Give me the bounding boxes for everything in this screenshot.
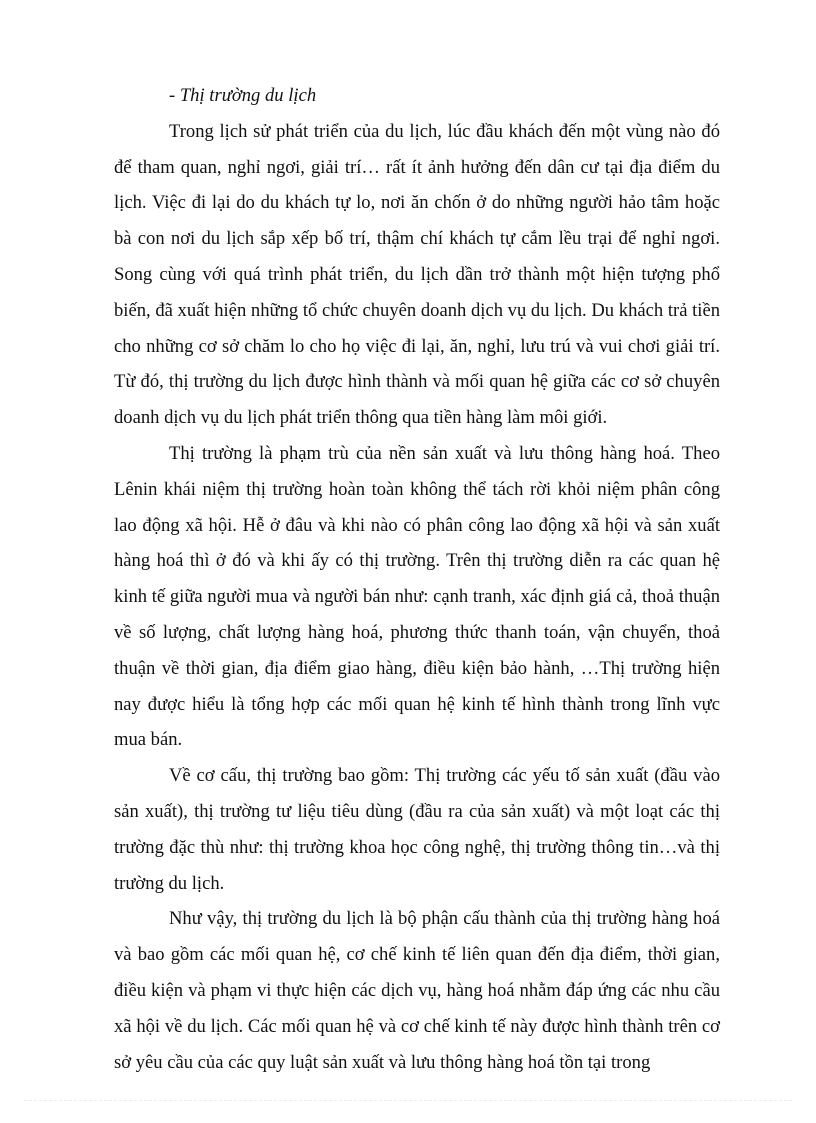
page-bottom-divider — [24, 1100, 792, 1101]
paragraph-market-history: Trong lịch sử phát triển của du lịch, lúc đầu khách đến một vùng nào đó để tham quan, nghỉ ngơi, giải trí… rất ít ảnh hưởng đến dân cư tại địa điểm du lịch. Việc đi lại do du khách tự lo, nơi ăn chốn ở do những người hảo tâm hoặc bà con nơi du lịch sắp xếp bố trí, thậm chí khách tự cắm lều trại để nghỉ ngơi. Song cùng với quá trình phát triển, du lịch dần trở thành một hiện tượng phổ biến, đã xuất hiện những tổ chức chuyên doanh dịch vụ du lịch. Du khách trả tiền cho những cơ sở chăm lo cho họ việc đi lại, ăn, nghỉ, lưu trú và vui chơi giải trí. Từ đó, thị trường du lịch được hình thành và mối quan hệ giữa các cơ sở chuyên doanh dịch vụ du lịch phát triển thông qua tiền hàng làm môi giới. — [114, 120, 720, 429]
paragraph-tourism-market: Như vậy, thị trường du lịch là bộ phận cấu thành của thị trường hàng hoá và bao gồm các mối quan hệ, cơ chế kinh tế liên quan đến địa điểm, thời gian, điều kiện và phạm vi thực hiện các dịch vụ, hàng hoá nhằm đáp ứng các nhu cầu xã hội về du lịch. Các mối quan hệ và cơ chế kinh tế này được hình thành trên cơ sở yêu cầu của các quy luật sản xuất và lưu thông hàng hoá tồn tại trong — [114, 908, 720, 1073]
paragraph-market-definition: Thị trường là phạm trù của nền sản xuất và lưu thông hàng hoá. Theo Lênin khái niệm thị trường hoàn toàn không thể tách rời khỏi niệm phân công lao động xã hội. Hễ ở đâu và khi nào có phân công lao động xã hội và sản xuất hàng hoá thì ở đó và khi ấy có thị trường. Trên thị trường diễn ra các quan hệ kinh tế giữa người mua và người bán như: cạnh tranh, xác định giá cả, thoả thuận về số lượng, chất lượng hàng hoá, phương thức thanh toán, vận chuyển, thoả thuận về thời gian, địa điểm giao hàng, điều kiện bảo hành, …Thị trường hiện nay được hiểu là tổng hợp các mối quan hệ kinh tế hình thành trong lĩnh vực mua bán. — [114, 442, 720, 751]
section-heading: - Thị trường du lịch — [169, 85, 317, 106]
document-body — [114, 78, 720, 1080]
paragraph-market-structure: Về cơ cấu, thị trường bao gồm: Thị trường các yếu tố sản xuất (đầu vào sản xuất), thị trường tư liệu tiêu dùng (đầu ra của sản xuất) và một loạt các thị trường đặc thù như: thị trường khoa học công nghệ, thị trường thông tin…và thị trường du lịch. — [114, 765, 720, 894]
